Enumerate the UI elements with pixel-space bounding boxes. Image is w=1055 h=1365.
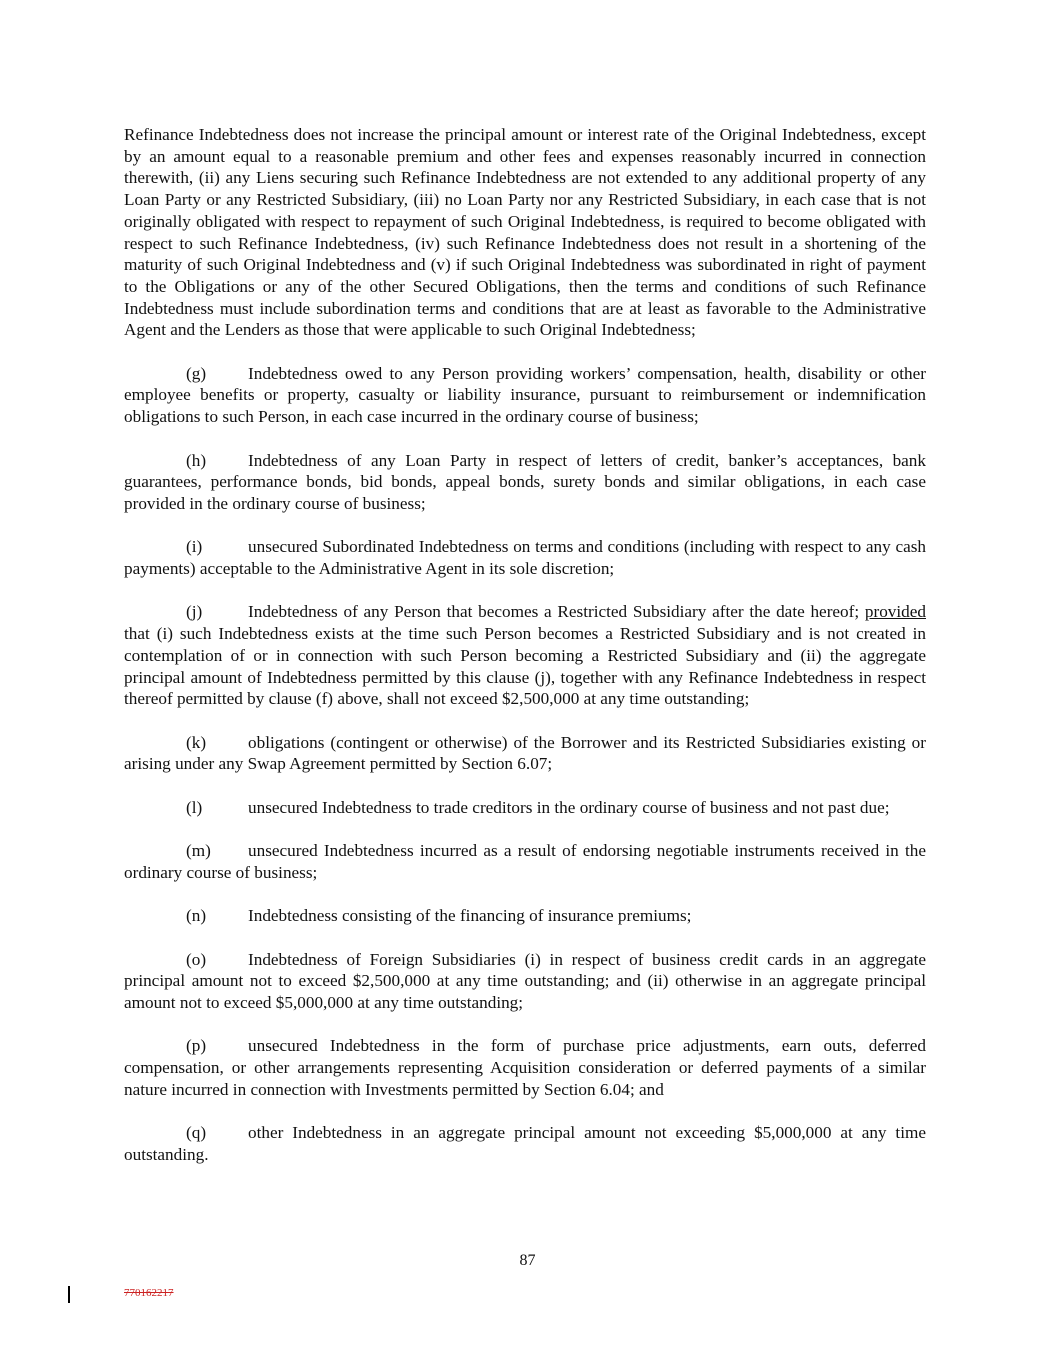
clause-n [124,905,926,927]
document-body [124,124,926,1187]
clause-text: unsecured Subordinated Indebtedness on terms and conditions (including with respect to any cash payments) acceptable to the Administrative Agent in its sole discretion; [124,537,926,579]
clause-j [124,601,926,710]
document-id: 770162217 [124,1287,174,1299]
clause-text: Indebtedness of Foreign Subsidiaries (i) in respect of business credit cards in an aggregate principal amount not to exceed $2,500,000 at any time outstanding; and (ii) otherwise in an aggregate principal amount not to exceed $5,000,000 at any time outstanding; [124,949,926,1012]
clause-text-a: Indebtedness of any Person that becomes a Restricted Subsidiary after the date hereof; [248,602,865,622]
clause-label: (l) [186,797,203,817]
clause-label: (j) [186,602,203,622]
clause-text: obligations (contingent or otherwise) of the Borrower and its Restricted Subsidiaries existing or arising under any Swap Agreement permitted by Section 6.07; [124,732,926,774]
page-number: 87 [519,1252,536,1269]
clause-label: (q) [186,1123,207,1143]
clause-label: (g) [186,363,207,383]
clause-g [124,363,926,428]
clause-label: (m) [186,841,211,861]
clause-text: Indebtedness owed to any Person providing workers’ compensation, health, disability or other employee benefits or property, casualty or liability insurance, pursuant to reimbursement or indemnification obligations to such Person, in each case incurred in the ordinary course of business; [124,363,926,427]
clause-q [124,1122,926,1165]
clause-label: (i) [186,537,203,557]
clause-text-b: that (i) such Indebtedness exists at the time such Person becomes a Restricted Subsidiary and is not created in contemplation of or in connection with such Person becoming a Restricted Subsidiary and (ii) the aggregate principal amount of Indebtedness permitted by this clause (j), together with any Refinance Indebtedness in respect thereof permitted by clause (f) above, shall not exceed $2,500,000 at any time outstanding; [124,624,926,709]
clause-text: unsecured Indebtedness to trade creditors in the ordinary course of business and not past due; [248,797,890,817]
clause-o [124,949,926,1014]
clause-p [124,1035,926,1100]
clause-i [124,536,926,579]
clause-h [124,450,926,515]
clause-text: Indebtedness consisting of the financing of insurance premiums; [248,906,692,926]
clause-label: (o) [186,949,207,969]
clause-k [124,732,926,775]
clause-label: (k) [186,732,207,752]
clause-label: (h) [186,450,207,470]
clause-l [124,797,926,819]
clause-text: other Indebtedness in an aggregate principal amount not exceeding $5,000,000 at any time outstanding. [124,1123,926,1164]
clause-text: Indebtedness of any Loan Party in respect of letters of credit, banker’s acceptances, bank guarantees, performance bonds, bid bonds, appeal bonds, surety bonds and similar obligations, in each case provided in the ordinary course of business; [124,450,926,513]
clause-text: unsecured Indebtedness incurred as a result of endorsing negotiable instruments received in the ordinary course of business; [124,841,926,882]
clause-label: (n) [186,906,207,926]
intro-paragraph: Refinance Indebtedness does not increase the principal amount or interest rate of the Original Indebtedness, except by an amount equal to a reasonable premium and other fees and expenses reasonably incurred in connection therewith, (ii) any Liens securing such Refinance Indebtedness are not extended to any additional property of any Loan Party or any Restricted Subsidiary, (iii) no Loan Party nor any Restricted Subsidiary, in each case that is not originally obligated with respect to repayment of such Original Indebtedness, is required to become obligated with respect to such Refinance Indebtedness, (iv) such Refinance Indebtedness does not result in a shortening of the maturity of such Original Indebtedness and (v) if such Original Indebtedness was subordinated in right of payment to the Obligations or any of the other Secured Obligations, then the terms and conditions of such Refinance Indebtedness must include subordination terms and conditions that are at least as favorable to the Administrative Agent and the Lenders as those that were applicable to such Original Indebtedness; [124,125,926,340]
change-bar [68,1286,70,1303]
provided-underlined: provided [864,602,926,622]
clause-m [124,840,926,883]
clause-text: unsecured Indebtedness in the form of purchase price adjustments, earn outs, deferred compensation, or other arrangements representing Acquisition consideration or deferred payments of a similar nature incurred in connection with Investments permitted by Section 6.04; and [124,1036,926,1099]
clause-label: (p) [186,1036,207,1056]
